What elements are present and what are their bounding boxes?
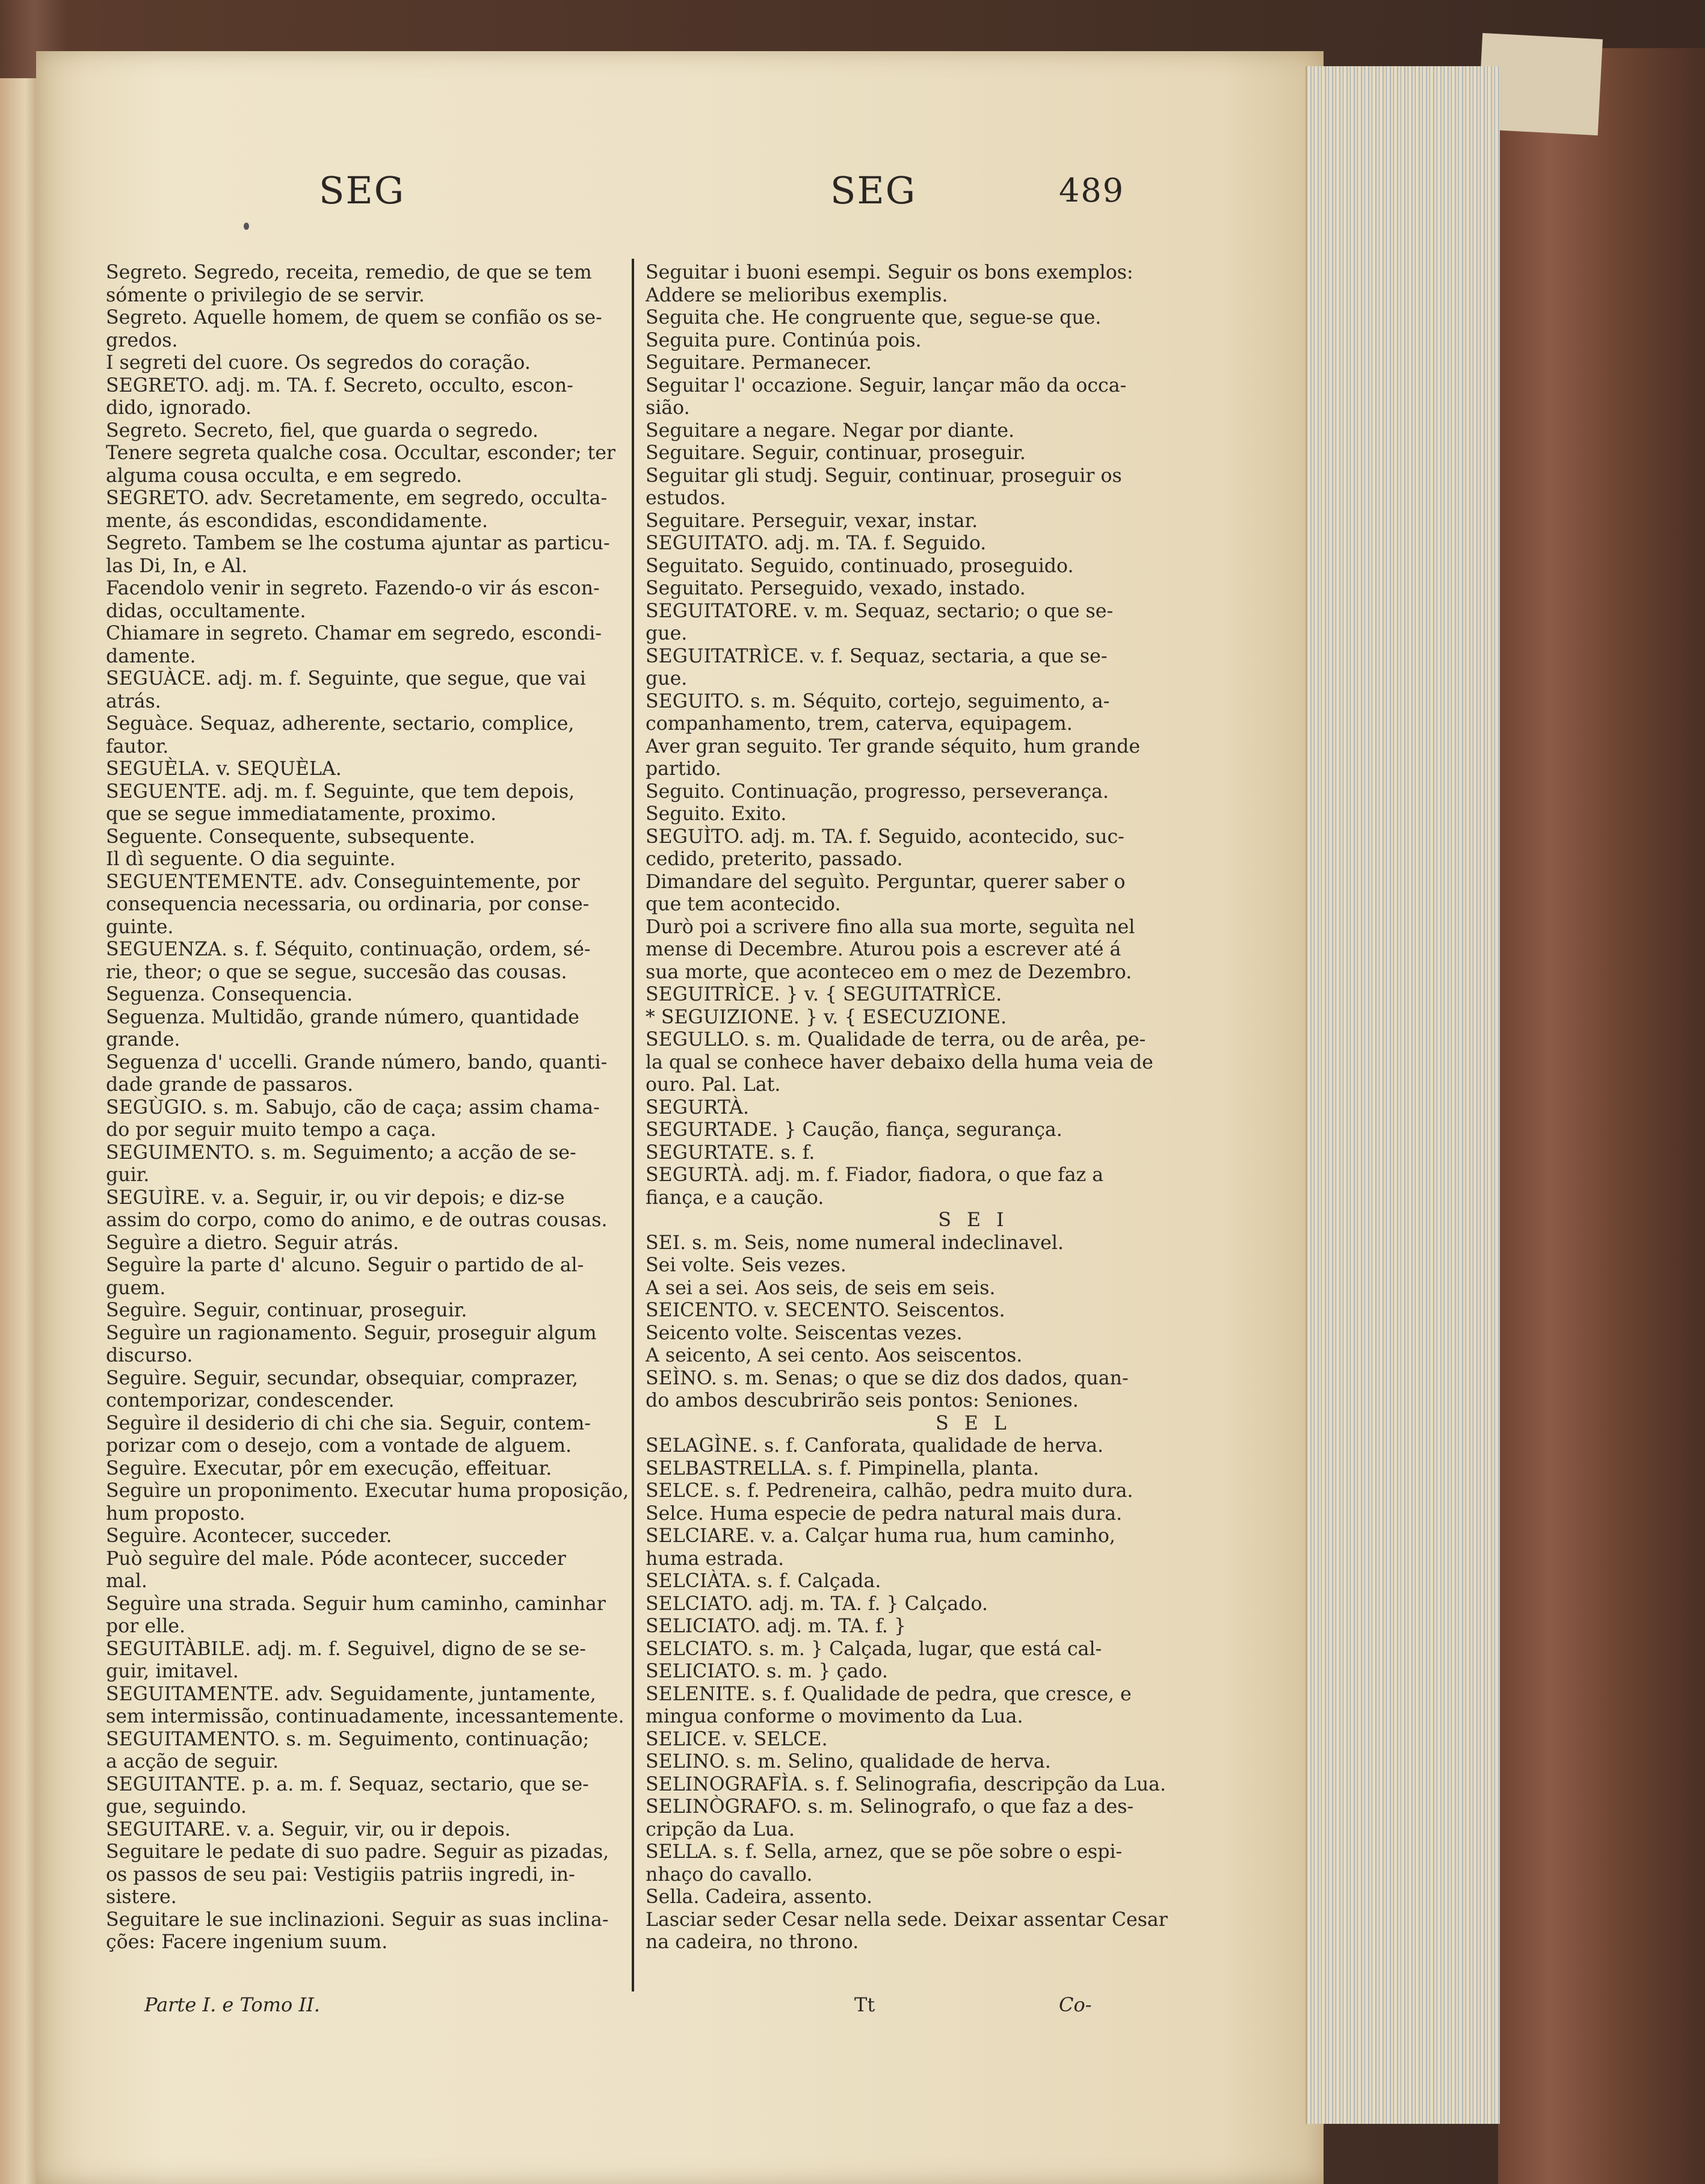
text-line: Seguitato. Seguido, continuado, proseguido. <box>646 555 1074 577</box>
text-line: rie, theor; o que se segue, succesão das cousas. <box>106 961 567 983</box>
left-page-edge <box>0 78 36 2184</box>
text-line: Il dì seguente. O dia seguinte. <box>106 848 396 870</box>
catchword: Co- <box>1059 1993 1092 2016</box>
text-line: Segreto. Aquelle homem, de quem se confião os se- <box>106 307 602 329</box>
text-line: Seguenza d' uccelli. Grande número, bando, quanti- <box>106 1051 608 1073</box>
text-line: SEGUITAMENTE. adv. Seguidamente, juntamente, <box>106 1683 596 1705</box>
page <box>36 51 1324 2184</box>
text-line: SELICIATO. adj. m. TA. f. } <box>646 1615 907 1637</box>
text-line: Dimandare del seguìto. Perguntar, querer saber o <box>646 871 1126 893</box>
text-line: SEGUÀCE. adj. m. f. Seguinte, que segue, que vai <box>106 668 586 689</box>
left-column <box>106 262 635 1954</box>
text-line: sómente o privilegio de se servir. <box>106 284 425 306</box>
text-line: gue, seguindo. <box>106 1796 247 1818</box>
text-line: Chiamare in segreto. Chamar em segredo, escondi- <box>106 623 602 644</box>
text-line: Seguìre. Acontecer, succeder. <box>106 1525 392 1547</box>
text-line: guem. <box>106 1277 166 1299</box>
text-line: SEICENTO. v. SECENTO. Seiscentos. <box>646 1300 1005 1321</box>
text-line: na cadeira, no throno. <box>646 1931 859 1953</box>
text-line: fiança, e a caução. <box>646 1186 824 1209</box>
text-line: Segreto. Tambem se lhe costuma ajuntar as particu- <box>106 532 610 554</box>
text-line: guir. <box>106 1164 150 1186</box>
text-line: partido. <box>646 758 721 780</box>
text-line: Sella. Cadeira, assento. <box>646 1886 873 1908</box>
text-line: Seguitare. Seguir, continuar, proseguir. <box>646 442 1026 464</box>
text-line: mal. <box>106 1570 147 1592</box>
text-line: os passos de seu pai: Vestigiis patriis ingredi, in- <box>106 1863 575 1886</box>
text-line: guinte. <box>106 916 174 938</box>
text-line: Seguìre. Seguir, secundar, obsequiar, comprazer, <box>106 1367 578 1389</box>
text-line: SELCIARE. v. a. Calçar huma rua, hum caminho, <box>646 1525 1115 1547</box>
text-line: a acção de seguir. <box>106 1751 279 1772</box>
text-line: I segreti del cuore. Os segredos do coração. <box>106 352 531 374</box>
text-line: SEGUENZA. s. f. Séquito, continuação, ordem, sé- <box>106 939 591 960</box>
text-line: Seguenza. Multidão, grande número, quantidade <box>106 1006 579 1028</box>
text-line: huma estrada. <box>646 1547 785 1570</box>
text-line: SEGURTÀ. <box>646 1096 750 1118</box>
text-line: Seguitar l' occazione. Seguir, lançar mão da occa- <box>646 374 1127 396</box>
text-line: mingua conforme o movimento da Lua. <box>646 1706 1023 1727</box>
text-line: Seguìre una strada. Seguir hum caminho, caminhar <box>106 1593 606 1615</box>
text-line: Durò poi a scrivere fino alla sua morte, seguìta nel <box>646 916 1135 938</box>
text-line: SELBASTRELLA. s. f. Pimpinella, planta. <box>646 1457 1040 1479</box>
page-number: 489 <box>1059 171 1125 209</box>
text-line: Seguito. Continuação, progresso, perseverança. <box>646 780 1109 803</box>
text-line: damente. <box>106 645 196 667</box>
text-line: SELICE. v. SELCE. <box>646 1728 828 1750</box>
text-line: SELCIATO. adj. m. TA. f. } Calçado. <box>646 1593 988 1615</box>
text-line: Segreto. Segredo, receita, remedio, de que se tem <box>106 262 592 283</box>
text-line: SEGUITÀBILE. adj. m. f. Seguivel, digno de se se- <box>106 1638 586 1660</box>
text-line: que tem acontecido. <box>646 893 841 915</box>
text-line: SEÌNO. s. m. Senas; o que se diz dos dados, quan- <box>646 1367 1129 1389</box>
text-line: SEGRETO. adj. m. TA. f. Secreto, occulto, escon- <box>106 374 573 396</box>
text-line: las Di, In, e Al. <box>106 555 248 577</box>
text-line: SEGUITRÌCE. } v. { SEGUITATRÌCE. <box>646 984 1002 1005</box>
text-line: porizar com o desejo, com a vontade de alguem. <box>106 1435 572 1457</box>
text-line: Tenere segreta qualche cosa. Occultar, esconder; ter <box>106 442 616 464</box>
text-line: Seguitare. Permanecer. <box>646 352 872 374</box>
text-line: SEGURTADE. } Caução, fiança, segurança. <box>646 1119 1062 1141</box>
text-line: grande. <box>106 1029 180 1050</box>
text-line: SEGÙGIO. s. m. Sabujo, cão de caça; assim chama- <box>106 1096 600 1118</box>
text-line: SELCE. s. f. Pedreneira, calhão, pedra muito dura. <box>646 1480 1133 1502</box>
text-line: Seguitar i buoni esempi. Seguir os bons exemplos: <box>646 262 1133 283</box>
text-line: gredos. <box>106 329 178 351</box>
text-line: ouro. Pal. Lat. <box>646 1074 781 1096</box>
text-line: atrás. <box>106 690 161 712</box>
text-line: Seguìre a dietro. Seguir atrás. <box>106 1232 399 1254</box>
text-line: nhaço do cavallo. <box>646 1863 813 1886</box>
text-line: dido, ignorado. <box>106 397 252 419</box>
text-line: A seicento, A sei cento. Aos seiscentos. <box>646 1345 1023 1366</box>
text-line: assim do corpo, como do animo, e de outras cousas. <box>106 1209 608 1231</box>
text-line: S E I <box>938 1209 1009 1231</box>
text-line: Segreto. Secreto, fiel, que guarda o segredo. <box>106 419 538 442</box>
text-line: SEGUITATO. adj. m. TA. f. Seguido. <box>646 532 987 554</box>
text-line: gue. <box>646 668 688 689</box>
text-line: contemporizar, condescender. <box>106 1390 395 1411</box>
text-line: Facendolo venir in segreto. Fazendo-o vir ás escon- <box>106 578 600 599</box>
text-line: SEGUITO. s. m. Séquito, cortejo, seguimento, a- <box>646 690 1110 712</box>
text-line: sem intermissão, continuadamente, incessantemente. <box>106 1706 624 1727</box>
text-line: SEGUÈLA. v. SEQUÈLA. <box>106 758 342 780</box>
text-line: SELINÒGRAFO. s. m. Selinografo, o que faz a des- <box>646 1796 1134 1818</box>
text-line: SELCIÀTA. s. f. Calçada. <box>646 1570 881 1592</box>
text-line: Seguita pure. Continúa pois. <box>646 329 922 351</box>
text-line: SEGUÌRE. v. a. Seguir, ir, ou vir depois; e diz-se <box>106 1186 565 1209</box>
running-head-left: SEG <box>319 168 405 212</box>
text-line: Seguitar gli studj. Seguir, continuar, proseguir os <box>646 464 1122 487</box>
text-line: Seguìre un proponimento. Executar huma proposição, <box>106 1480 629 1502</box>
text-line: S E L <box>936 1412 1011 1434</box>
text-line: consequencia necessaria, ou ordinaria, por conse- <box>106 893 590 915</box>
text-line: Seicento volte. Seiscentas vezes. <box>646 1322 963 1344</box>
text-line: SEGUIMENTO. s. m. Seguimento; a acção de se- <box>106 1141 576 1164</box>
text-line: SEGUÌTO. adj. m. TA. f. Seguido, acontecido, suc- <box>646 825 1124 848</box>
text-line: que se segue immediatamente, proximo. <box>106 803 497 825</box>
text-line: SELICIATO. s. m. } çado. <box>646 1661 888 1682</box>
text-line: Addere se melioribus exemplis. <box>646 284 948 306</box>
text-line: Selce. Huma especie de pedra natural mais dura. <box>646 1502 1123 1525</box>
text-line: Seguìre un ragionamento. Seguir, proseguir algum <box>106 1322 597 1344</box>
text-line: discurso. <box>106 1345 193 1366</box>
text-line: sua morte, que aconteceo em o mez de Dezembro. <box>646 961 1132 983</box>
text-line: mense di Decembre. Aturou pois a escrever até á <box>646 939 1121 960</box>
text-line: SELINOGRAFÌA. s. f. Selinografia, descripção da Lua. <box>646 1773 1167 1795</box>
text-line: sistere. <box>106 1886 177 1908</box>
text-line: SEGULLO. s. m. Qualidade de terra, ou de arêa, pe- <box>646 1029 1146 1050</box>
text-line: fautor. <box>106 735 169 757</box>
text-line: SELAGÌNE. s. f. Canforata, qualidade de herva. <box>646 1435 1104 1457</box>
text-line: Seguito. Exito. <box>646 803 787 825</box>
text-line: Seguitare le sue inclinazioni. Seguir as suas inclina- <box>106 1908 609 1931</box>
text-line: Seguita che. He congruente que, segue-se que. <box>646 307 1102 329</box>
text-line: Seguìre il desiderio di chi che sia. Seguir, contem- <box>106 1412 591 1434</box>
text-line: SELCIATO. s. m. } Calçada, lugar, que está cal- <box>646 1638 1102 1660</box>
text-line: SELLA. s. f. Sella, arnez, que se põe sobre o espi- <box>646 1841 1123 1863</box>
text-line: hum proposto. <box>106 1502 245 1525</box>
text-line: sião. <box>646 397 690 419</box>
right-column <box>646 262 1301 1954</box>
text-line: Seguitare a negare. Negar por diante. <box>646 419 1015 442</box>
text-line: cripção da Lua. <box>646 1818 795 1840</box>
text-line: * SEGUIZIONE. } v. { ESECUZIONE. <box>646 1006 1007 1028</box>
signature-mark: Tt <box>854 1993 875 2016</box>
text-line: SEGUITAMENTO. s. m. Seguimento, continuação; <box>106 1728 590 1750</box>
page-edges <box>1306 66 1500 2124</box>
footer-volume: Parte I. e Tomo II. <box>144 1993 320 2016</box>
text-line: Sei volte. Seis vezes. <box>646 1254 846 1276</box>
text-line: alguma cousa occulta, e em segredo. <box>106 464 463 487</box>
text-line: Seguitare. Perseguir, vexar, instar. <box>646 510 978 532</box>
text-line: Aver gran seguito. Ter grande séquito, hum grande <box>646 735 1141 757</box>
text-line: SEGUENTE. adj. m. f. Seguinte, que tem depois, <box>106 780 575 803</box>
text-line: estudos. <box>646 487 726 509</box>
text-line: Seguìre. Seguir, continuar, proseguir. <box>106 1300 467 1321</box>
text-line: ções: Facere ingenium suum. <box>106 1931 388 1953</box>
text-line: SEGUITATRÌCE. v. f. Sequaz, sectaria, a que se- <box>646 645 1108 667</box>
text-line: Seguente. Consequente, subsequente. <box>106 825 475 848</box>
text-line: do ambos descubrirão seis pontos: Seniones. <box>646 1390 1079 1411</box>
text-line: SEGURTATE. s. f. <box>646 1141 815 1164</box>
text-line: por elle. <box>106 1615 186 1637</box>
text-line: SEGUITARE. v. a. Seguir, vir, ou ir depois. <box>106 1818 511 1840</box>
book-cover <box>1498 48 1705 2184</box>
text-line: Seguitare le pedate di suo padre. Seguir as pizadas, <box>106 1841 609 1863</box>
text-line: SEGUITATORE. v. m. Sequaz, sectario; o que se- <box>646 600 1114 622</box>
text-line: cedido, preterito, passado. <box>646 848 903 870</box>
text-line: gue. <box>646 623 688 644</box>
text-line: SEI. s. m. Seis, nome numeral indeclinavel. <box>646 1232 1064 1254</box>
text-line: Seguìre. Executar, pôr em execução, effeituar. <box>106 1457 552 1479</box>
text-line: A sei a sei. Aos seis, de seis em seis. <box>646 1277 996 1299</box>
text-line: dade grande de passaros. <box>106 1074 354 1096</box>
text-line: mente, ás escondidas, escondidamente. <box>106 510 489 532</box>
text-line: SELINO. s. m. Selino, qualidade de herva. <box>646 1751 1051 1772</box>
text-line: Seguìre la parte d' alcuno. Seguir o partido de al- <box>106 1254 584 1276</box>
text-line: SELENITE. s. f. Qualidade de pedra, que cresce, e <box>646 1683 1132 1705</box>
text-line: Lasciar seder Cesar nella sede. Deixar assentar Cesar <box>646 1908 1168 1931</box>
text-line: do por seguir muito tempo a caça. <box>106 1119 437 1141</box>
text-line: Seguàce. Sequaz, adherente, sectario, complice, <box>106 713 575 735</box>
text-line: SEGUENTEMENTE. adv. Conseguintemente, por <box>106 871 580 893</box>
text-line: SEGURTÀ. adj. m. f. Fiador, fiadora, o que faz a <box>646 1164 1104 1186</box>
text-line: guir, imitavel. <box>106 1661 239 1682</box>
text-line: SEGRETO. adv. Secretamente, em segredo, occulta- <box>106 487 608 509</box>
text-line: didas, occultamente. <box>106 600 306 622</box>
running-head-right: SEG <box>830 168 917 212</box>
text-line: SEGUITANTE. p. a. m. f. Sequaz, sectario, que se- <box>106 1773 589 1795</box>
column-rule <box>632 259 634 1991</box>
text-line: Seguenza. Consequencia. <box>106 984 353 1005</box>
text-line: Seguitato. Perseguido, vexado, instado. <box>646 578 1026 599</box>
ink-spot <box>244 223 249 230</box>
text-line: la qual se conhece haver debaixo della huma veia de <box>646 1051 1153 1073</box>
text-line: companhamento, trem, caterva, equipagem. <box>646 713 1073 735</box>
text-line: Può seguìre del male. Póde acontecer, succeder <box>106 1547 566 1570</box>
